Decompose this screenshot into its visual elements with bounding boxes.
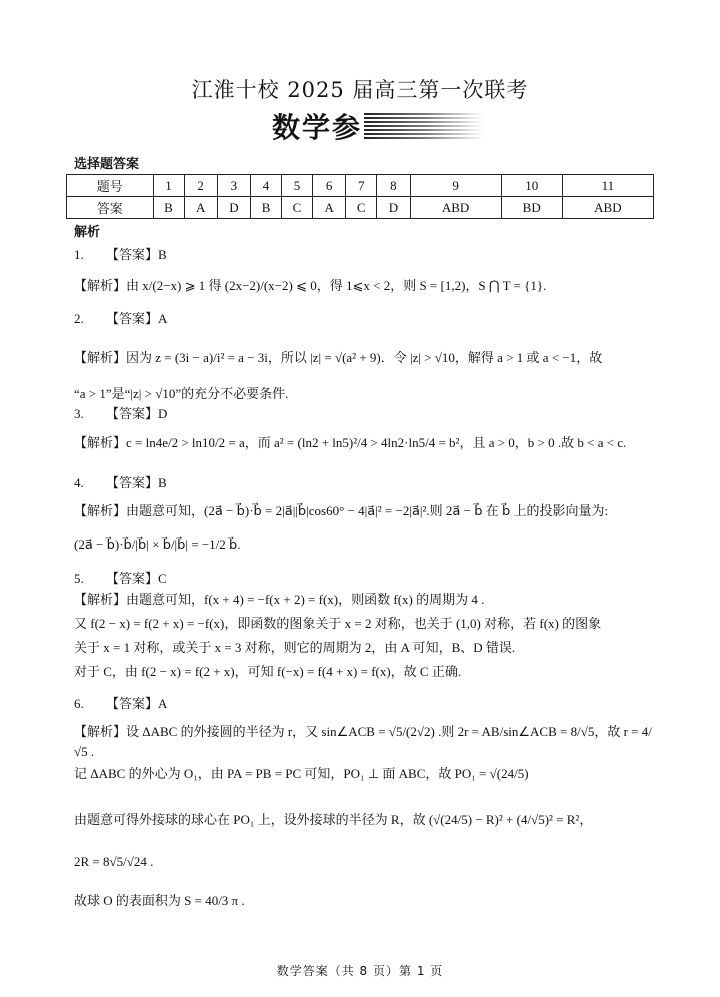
answer-cell: A: [184, 197, 217, 219]
question-answer: 【答案】B: [106, 475, 167, 490]
question-5-header: [74, 568, 167, 587]
question-2-explanation: [74, 340, 664, 412]
answer-cell: D: [217, 197, 250, 219]
question-4-explanation: [74, 494, 664, 562]
question-answer: 【答案】B: [106, 247, 167, 262]
question-answer: 【答案】A: [106, 311, 168, 326]
exam-title: 江淮十校 2025 届高三第一次联考: [191, 78, 529, 102]
answer-cell: C: [282, 197, 313, 219]
explanation-line: 【解析】c = ln4e/2 > ln10/2 = a，而 a² = (ln2 + ln5)²/4 > 4ln2·ln5/4 = b²，且 a > 0，b > 0 .故 b < a < c.: [74, 435, 627, 450]
answer-cell: ABD: [562, 197, 653, 219]
explanation-line: 2R = 8√5/√24 .: [74, 854, 154, 869]
explanation-line: 【解析】因为 z = (3i − a)/i² = a − 3i，所以 |z| = √(a² + 9)．令 |z| > √10，解得 a > 1 或 a < −1，故: [74, 350, 603, 365]
explanation-line: 【解析】由题意可知，f(x + 4) = −f(x + 2) = f(x)，则函数 f(x) 的周期为 4 .: [74, 592, 485, 607]
answer-cell: BD: [501, 197, 562, 219]
question-number: 3.: [74, 406, 84, 421]
question-number-cell: 2: [184, 175, 217, 197]
question-number-cell: 6: [313, 175, 346, 197]
question-6-explanation: [74, 722, 664, 916]
explanation-line: 又 f(2 − x) = f(2 + x) = −f(x)，即函数的图象关于 x = 2 对称，也关于 (1,0) 对称，若 f(x) 的图象: [74, 616, 602, 631]
table-row-numbers: [67, 175, 654, 197]
question-number: 4.: [74, 475, 84, 490]
row-label-answer: 答案: [67, 197, 154, 219]
explanation-line: 【解析】由 x/(2−x) ⩾ 1 得 (2x−2)/(x−2) ⩽ 0，得 1⩽x < 2，则 S = [1,2)，S ⋂ T = {1}.: [74, 278, 547, 293]
explanation-line: “a > 1”是“|z| > √10”的充分不必要条件.: [74, 386, 289, 401]
explanation-line: 对于 C，由 f(2 − x) = f(2 + x)，可知 f(−x) = f(4 + x) = f(x)，故 C 正确.: [74, 664, 462, 679]
question-number-cell: 3: [217, 175, 250, 197]
fade-stripes-decoration: [364, 113, 484, 139]
question-number: 6.: [74, 696, 84, 711]
answer-cell: A: [313, 197, 346, 219]
explanation-line: 【解析】由题意可知，(2a⃗ − b⃗)·b⃗ = 2|a⃗||b⃗|cos60° − 4|a⃗|² = −2|a⃗|².则 2a⃗ − b⃗ 在 b⃗ 上的投影向量为:: [74, 503, 609, 518]
answer-cell: B: [153, 197, 184, 219]
explanation-line: 关于 x = 1 对称，或关于 x = 3 对称，则它的周期为 2，由 A 可知，B、D 错误.: [74, 640, 516, 655]
question-1-explanation: [74, 276, 664, 296]
question-number-cell: 10: [501, 175, 562, 197]
question-number-cell: 1: [153, 175, 184, 197]
table-row-answers: [67, 197, 654, 219]
question-number-cell: 11: [562, 175, 653, 197]
question-number-cell: 7: [346, 175, 377, 197]
subject-title: 数学参: [272, 111, 363, 144]
choice-section-label: 选择题答案: [74, 157, 140, 172]
question-answer: 【答案】A: [106, 696, 168, 711]
page-footer: 数学答案（共 8 页）第 1 页: [276, 964, 444, 978]
question-answer: 【答案】D: [106, 406, 168, 421]
question-number-cell: 5: [282, 175, 313, 197]
question-4-header: [74, 472, 167, 491]
answer-table: [66, 174, 654, 219]
question-number: 1.: [74, 247, 84, 262]
question-5-explanation: [74, 588, 664, 684]
explanation-line: 记 ΔABC 的外心为 O₁，由 PA = PB = PC 可知，PO₁ ⊥ 面 ABC，故 PO₁ = √(24/5): [74, 766, 529, 781]
question-3-header: [74, 403, 167, 422]
question-3-explanation: [74, 433, 664, 453]
explanation-line: 【解析】设 ΔABC 的外接圆的半径为 r，又 sin∠ACB = √5/(2√2) .则 2r = AB/sin∠ACB = 8/√5，故 r = 4/√5 .: [74, 724, 652, 759]
answer-cell: ABD: [410, 197, 501, 219]
answer-cell: C: [346, 197, 377, 219]
question-number: 2.: [74, 311, 84, 326]
subject-banner: [272, 108, 484, 144]
question-2-header: [74, 308, 167, 327]
answer-cell: B: [251, 197, 282, 219]
answer-cell: D: [377, 197, 410, 219]
question-number-cell: 9: [410, 175, 501, 197]
explanation-line: 由题意可得外接球的球心在 PO₁ 上，设外接球的半径为 R，故 (√(24/5) − R)² + (4/√5)² = R²，: [74, 812, 593, 827]
explanation-line: (2a⃗ − b⃗)·b⃗/|b⃗| × b⃗/|b⃗| = −1/2 b⃗.: [74, 537, 241, 552]
explanation-line: 故球 O 的表面积为 S = 40/3 π .: [74, 893, 245, 908]
question-number-cell: 8: [377, 175, 410, 197]
question-number: 5.: [74, 571, 84, 586]
question-1-header: [74, 244, 167, 263]
row-label-number: 题号: [67, 175, 154, 197]
question-6-header: [74, 693, 167, 712]
question-number-cell: 4: [251, 175, 282, 197]
question-answer: 【答案】C: [106, 571, 167, 586]
analysis-section-label: 解析: [74, 225, 101, 240]
